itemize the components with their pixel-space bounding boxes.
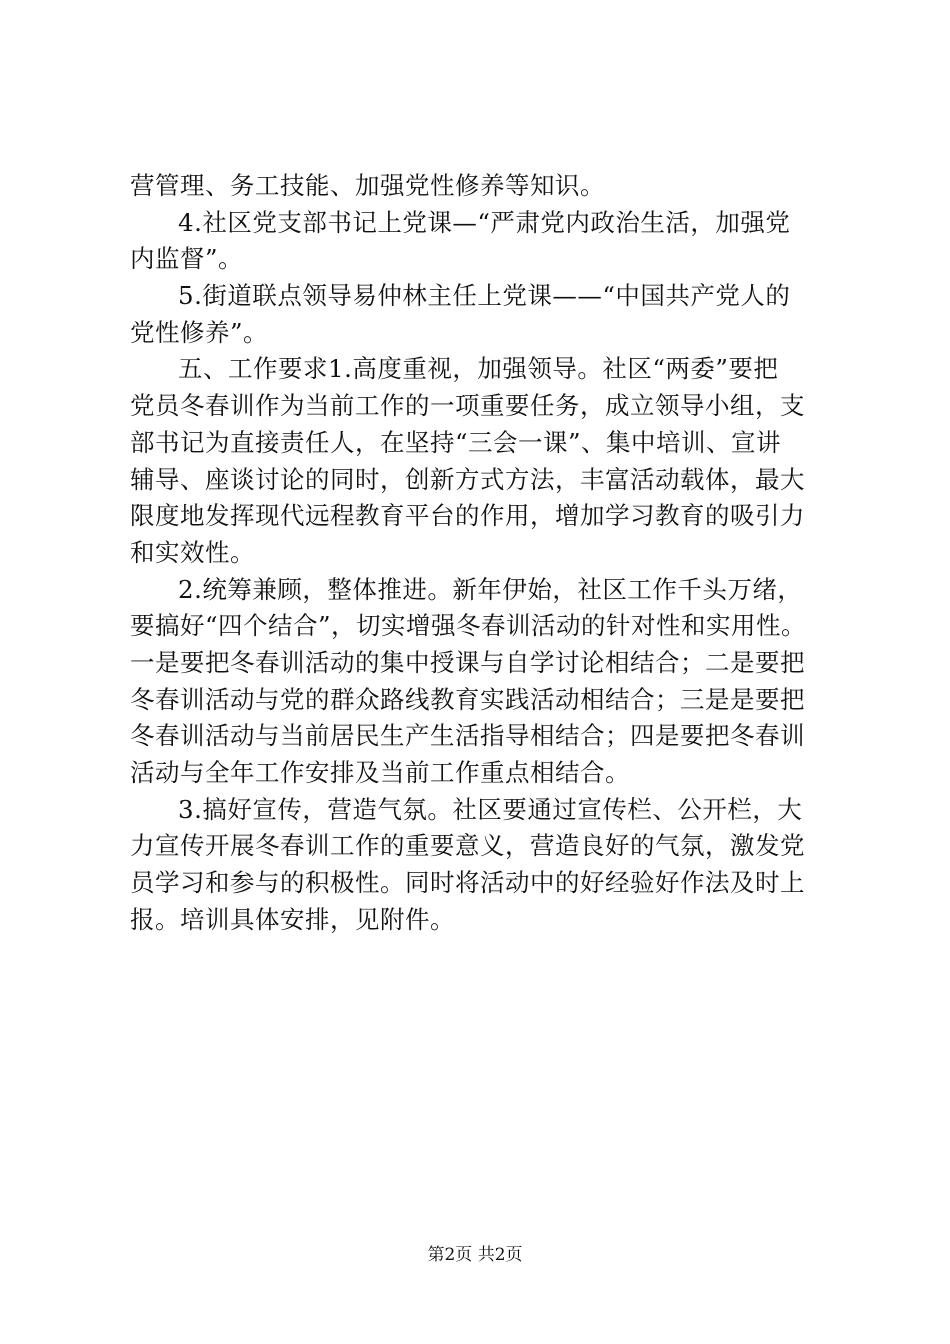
document-body	[130, 168, 830, 938]
text-line: 和实效性。	[130, 537, 255, 567]
text-line: 3.搞好宣传，营造气氛。社区要通过宣传栏、公开栏，大	[178, 794, 803, 824]
page-number-footer: 第2页 共2页	[427, 1245, 523, 1265]
text-line: 营管理、务工技能、加强党性修养等知识。	[130, 171, 605, 200]
text-line: 五、工作要求1.高度重视，加强领导。社区“两委”要把	[178, 354, 779, 384]
text-line: 2.统筹兼顾，整体推进。新年伊始，社区工作千头万绪，	[178, 574, 803, 604]
text-line: 报。培训具体安排，见附件。	[130, 904, 455, 934]
text-line: 党员冬春训作为当前工作的一项重要任务，成立领导小组，支	[130, 391, 805, 421]
text-line: 活动与全年工作安排及当前工作重点相结合。	[130, 758, 630, 787]
text-line: 5.街道联点领导易仲林主任上党课——“中国共产党人的	[178, 281, 791, 311]
text-line: 员学习和参与的积极性。同时将活动中的好经验好作法及时上	[130, 868, 805, 898]
text-line: 力宣传开展冬春训工作的重要意义，营造良好的气氛，激发党	[130, 831, 805, 861]
text-line: 要搞好“四个结合”，切实增强冬春训活动的针对性和实用性。	[130, 611, 807, 641]
text-line: 部书记为直接责任人，在坚持“三会一课”、集中培训、宣讲	[130, 427, 782, 457]
text-line: 限度地发挥现代远程教育平台的作用，增加学习教育的吸引力	[130, 501, 805, 531]
text-line: 党性修养”。	[130, 317, 269, 347]
text-line: 冬春训活动与当前居民生产生活指导相结合；四是要把冬春训	[130, 721, 805, 751]
text-line: 辅导、座谈讨论的同时，创新方式方法，丰富活动载体，最大	[130, 464, 805, 494]
text-line: 一是要把冬春训活动的集中授课与自学讨论相结合；二是要把	[130, 647, 805, 677]
text-line: 内监督”。	[130, 244, 244, 274]
text-line: 冬春训活动与党的群众路线教育实践活动相结合；三是是要把	[130, 684, 805, 714]
text-line: 4.社区党支部书记上党课—“严肃党内政治生活，加强党	[178, 207, 791, 237]
